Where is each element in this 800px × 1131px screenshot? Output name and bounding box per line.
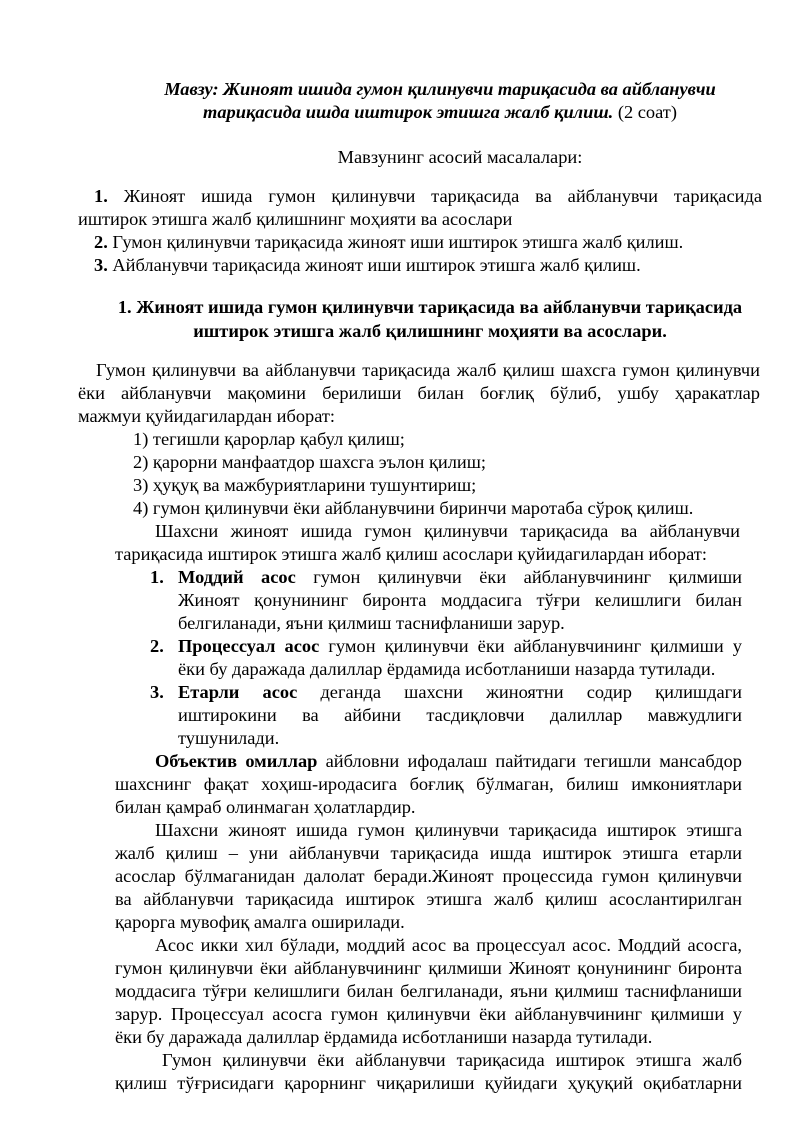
para-2-line-1: Шахсни жиноят ишида гумон қилинувчи тариқасида ва айбланувчи <box>155 521 740 541</box>
topic-questions-heading: Мавзунинг асосий масалалари: <box>337 147 583 167</box>
para-4-line-4: ва айбланувчи тариқасида иштирок этишга жалб қилиш асослантирилган <box>115 889 742 909</box>
step-4: 4) гумон қилинувчи ёки айбланувчини биринчи маротаба сўроқ қилиш. <box>133 498 694 518</box>
ground-1-num: 1. <box>150 567 164 587</box>
ground-3-line-2: иштирокини ва айбини тасдиқловчи далиллар мавжудлиги <box>178 705 742 725</box>
para-3-line-2: шахснинг фақат хоҳиш-иродасига боғлиқ бўлмаган, билиш имкониятлари <box>115 774 742 794</box>
section-1-heading: 1. Жиноят ишида гумон қилинувчи тариқасида ва айбланувчи тариқасида иштирок этишга жалб қилишнинг моҳияти ва асослари. <box>117 297 743 341</box>
title-hours: (2 соат) <box>613 102 677 122</box>
para-6-line-1: Гумон қилинувчи ёки айбланувчи тариқасида иштирок этишга жалб <box>162 1050 742 1070</box>
question-3: 3. Айбланувчи тариқасида жиноят иши иштирок этишга жалб қилиш. <box>94 255 641 275</box>
step-1: 1) тегишли қарорлар қабул қилиш; <box>133 429 405 449</box>
para-6-line-2: қилиш тўғрисидаги қарорнинг чиқарилиши қуйидаги ҳуқуқий оқибатларни <box>115 1073 742 1093</box>
title-line-2: тариқасида ишда иштирок этишга жалб қилиш. <box>203 102 614 122</box>
para-5-line-1: Асос икки хил бўлади, моддий асос ва процессуал асос. Моддий асосга, <box>155 935 742 955</box>
para-5-line-4: зарур. Процессуал асосга гумон қилинувчи ёки айбланувчининг қилмиши у <box>115 1004 742 1024</box>
para-5-line-2: гумон қилинувчи ёки айбланувчининг қилмиши Жиноят қонунининг биронта <box>115 958 742 978</box>
para-4-line-1: Шахсни жиноят ишида гумон қилинувчи тариқасида иштирок этишга <box>155 820 742 840</box>
question-1: 1. Жиноят ишида гумон қилинувчи тариқасида ва айбланувчи тариқасида <box>94 186 762 206</box>
title-line-1: Мавзу: Жиноят ишида гумон қилинувчи тариқасида ва айбланувчи <box>164 79 716 99</box>
ground-3-line-1: Етарли асос деганда шахсни жиноятни содир қилишдаги <box>178 682 742 702</box>
ground-1-line-3: белгиланади, яъни қилмиш таснифланиши зарур. <box>178 613 565 633</box>
ground-3-line-3: тушунилади. <box>178 728 280 748</box>
para-1-line-3: мажмуи қуйидагилардан иборат: <box>78 406 336 426</box>
para-3-line-3: билан қамраб олинмаган ҳолатлардир. <box>115 797 416 817</box>
ground-1-line-1: Моддий асос гумон қилинувчи ёки айбланувчининг қилмиши <box>178 567 742 587</box>
step-3: 3) ҳуқуқ ва мажбуриятларини тушунтириш; <box>133 475 477 495</box>
para-5-line-5: ёки бу даражада далиллар ёрдамида исботланиши назарда тутилади. <box>115 1027 653 1047</box>
ground-3-num: 3. <box>150 682 164 702</box>
para-3-line-1: Объектив омиллар айбловни ифодалаш пайтидаги тегишли мансабдор <box>155 751 742 771</box>
question-1-cont: иштирок этишга жалб қилишнинг моҳияти ва асослари <box>78 209 513 229</box>
ground-2-num: 2. <box>150 636 164 656</box>
ground-2-line-1: Процессуал асос гумон қилинувчи ёки айбланувчининг қилмиши у <box>178 636 742 656</box>
step-2: 2) қарорни манфаатдор шахсга эълон қилиш; <box>133 452 487 472</box>
para-4-line-2: жалб қилиш – уни айбланувчи тариқасида ишда иштирок этишга етарли <box>115 843 742 863</box>
ground-1-line-2: Жиноят қонунининг биронта моддасига тўғри келишлиги билан <box>178 590 742 610</box>
document-title <box>120 78 760 124</box>
para-1-line-1: Гумон қилинувчи ва айбланувчи тариқасида жалб қилиш шахсга гумон қилинувчи <box>96 360 760 380</box>
para-2-line-2: тариқасида иштирок этишга жалб қилиш асослари қуйидагилардан иборат: <box>115 544 707 564</box>
para-4-line-5: қарорга мувофиқ амалга оширилади. <box>115 912 405 932</box>
para-5-line-3: моддасига тўғри келишлиги билан белгиланади, яъни қилмиш таснифланиши <box>115 981 742 1001</box>
ground-2-line-2: ёки бу даражада далиллар ёрдамида исботланиши назарда тутилади. <box>178 659 716 679</box>
para-4-line-3: асослар бўлмаганидан далолат беради.Жиноят процессида гумон қилинувчи <box>115 866 742 886</box>
question-2: 2. Гумон қилинувчи тариқасида жиноят иши иштирок этишга жалб қилиш. <box>94 232 684 252</box>
para-1-line-2: ёки айбланувчи мақомини берилиши билан боғлиқ бўлиб, ушбу ҳаракатлар <box>78 383 760 403</box>
